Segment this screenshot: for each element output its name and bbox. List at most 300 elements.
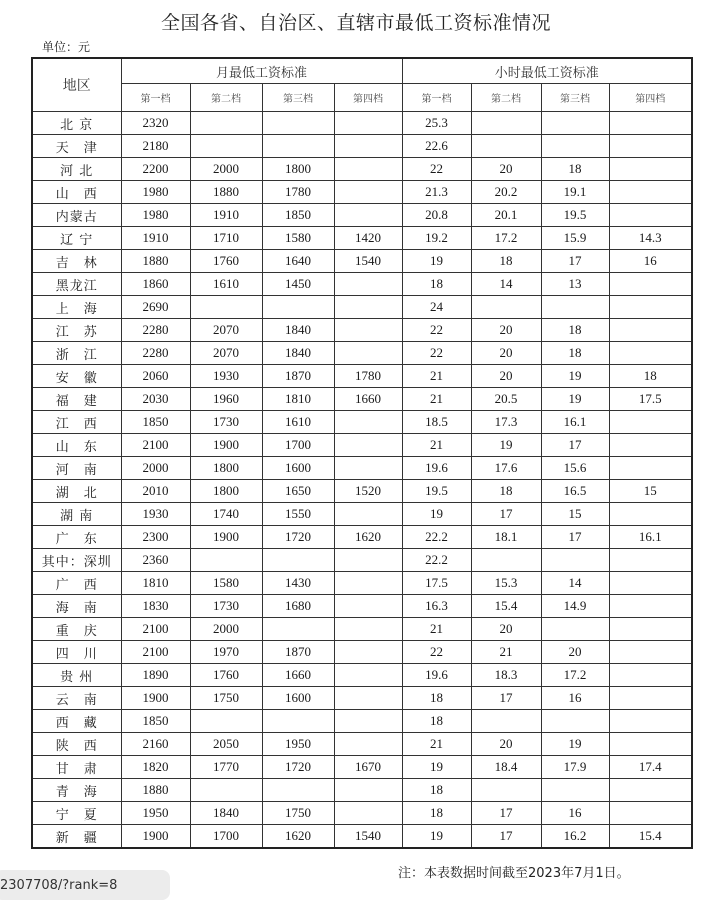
monthly-tier-3-cell: 1810 (262, 388, 334, 411)
monthly-tier-3-cell: 1650 (262, 480, 334, 503)
monthly-tier-1-cell: 1810 (121, 572, 190, 595)
hourly-tier-2-cell: 15.3 (471, 572, 541, 595)
table-row (32, 664, 692, 687)
hourly-tier-1-cell: 22.2 (402, 549, 471, 572)
hourly-tier-1-cell: 18 (402, 710, 471, 733)
monthly-tier-1-cell: 1850 (121, 710, 190, 733)
hourly-tier-4-cell (609, 595, 692, 618)
monthly-tier-1-cell: 1930 (121, 503, 190, 526)
hourly-tier-2-cell: 19 (471, 434, 541, 457)
region-cell: 北 京 (32, 112, 121, 135)
hourly-tier-2-cell: 15.4 (471, 595, 541, 618)
hourly-tier-1-cell: 19 (402, 825, 471, 849)
monthly-tier-4-cell (334, 503, 402, 526)
hourly-tier-3-cell: 14.9 (541, 595, 609, 618)
monthly-tier-3-cell (262, 296, 334, 319)
table-row (32, 825, 692, 849)
monthly-tier-2-cell (190, 135, 262, 158)
table-row (32, 687, 692, 710)
hourly-tier-2-cell: 20.2 (471, 181, 541, 204)
hourly-tier-4-cell (609, 158, 692, 181)
monthly-tier-3-cell: 1680 (262, 595, 334, 618)
hourly-tier-4-cell (609, 411, 692, 434)
hourly-tier-3-cell (541, 135, 609, 158)
hourly-tier-4-cell (609, 204, 692, 227)
hourly-tier-3-cell: 17 (541, 434, 609, 457)
hourly-tier-2-cell: 20 (471, 158, 541, 181)
hourly-tier-1-header: 第一档 (402, 84, 471, 112)
monthly-tier-1-cell: 1880 (121, 779, 190, 802)
monthly-tier-4-cell (334, 411, 402, 434)
monthly-tier-2-cell: 1970 (190, 641, 262, 664)
monthly-tier-4-cell: 1520 (334, 480, 402, 503)
monthly-tier-2-cell: 2050 (190, 733, 262, 756)
monthly-tier-1-cell: 2320 (121, 112, 190, 135)
hourly-tier-3-cell: 18 (541, 158, 609, 181)
hourly-tier-1-cell: 19.5 (402, 480, 471, 503)
hourly-tier-4-cell: 15.4 (609, 825, 692, 849)
hourly-tier-3-cell: 17 (541, 250, 609, 273)
hourly-tier-4-cell (609, 503, 692, 526)
monthly-tier-3-cell (262, 549, 334, 572)
region-cell: 福 建 (32, 388, 121, 411)
hourly-tier-4-cell (609, 618, 692, 641)
table-row (32, 388, 692, 411)
monthly-tier-2-header: 第二档 (190, 84, 262, 112)
hourly-tier-2-header: 第二档 (471, 84, 541, 112)
hourly-tier-1-cell: 19 (402, 503, 471, 526)
monthly-tier-2-cell: 1800 (190, 457, 262, 480)
region-cell: 广 东 (32, 526, 121, 549)
hourly-tier-1-cell: 19.2 (402, 227, 471, 250)
region-cell: 湖 北 (32, 480, 121, 503)
monthly-tier-3-cell: 1640 (262, 250, 334, 273)
monthly-tier-1-cell: 2280 (121, 342, 190, 365)
monthly-tier-4-header: 第四档 (334, 84, 402, 112)
hourly-tier-1-cell: 19.6 (402, 664, 471, 687)
hourly-tier-3-cell: 18 (541, 342, 609, 365)
region-cell: 青 海 (32, 779, 121, 802)
region-cell: 浙 江 (32, 342, 121, 365)
monthly-tier-1-cell: 2060 (121, 365, 190, 388)
monthly-tier-4-cell (334, 733, 402, 756)
monthly-tier-2-cell: 1750 (190, 687, 262, 710)
hourly-tier-3-cell: 19 (541, 388, 609, 411)
hourly-tier-2-cell: 18.3 (471, 664, 541, 687)
hourly-tier-1-cell: 21.3 (402, 181, 471, 204)
monthly-tier-4-cell: 1670 (334, 756, 402, 779)
table-row (32, 296, 692, 319)
monthly-tier-3-cell: 1780 (262, 181, 334, 204)
monthly-tier-2-cell: 1930 (190, 365, 262, 388)
hourly-tier-4-cell (609, 664, 692, 687)
monthly-tier-2-cell (190, 779, 262, 802)
monthly-tier-3-cell: 1610 (262, 411, 334, 434)
monthly-tier-4-cell (334, 664, 402, 687)
hourly-tier-2-cell: 18 (471, 250, 541, 273)
hourly-tier-1-cell: 24 (402, 296, 471, 319)
table-row (32, 112, 692, 135)
monthly-tier-4-cell (334, 549, 402, 572)
table-row (32, 411, 692, 434)
monthly-tier-1-cell: 2100 (121, 434, 190, 457)
table-row (32, 756, 692, 779)
monthly-tier-3-cell: 1450 (262, 273, 334, 296)
monthly-tier-2-cell: 1880 (190, 181, 262, 204)
region-cell: 吉 林 (32, 250, 121, 273)
region-cell: 内蒙古 (32, 204, 121, 227)
monthly-tier-2-cell: 1960 (190, 388, 262, 411)
hourly-tier-2-cell: 20.5 (471, 388, 541, 411)
hourly-tier-3-cell: 15.6 (541, 457, 609, 480)
hourly-tier-2-cell (471, 710, 541, 733)
monthly-tier-1-cell: 1890 (121, 664, 190, 687)
monthly-tier-4-cell (334, 319, 402, 342)
table-row (32, 595, 692, 618)
monthly-tier-4-cell (334, 296, 402, 319)
hourly-tier-4-cell: 16 (609, 250, 692, 273)
monthly-tier-1-cell: 2180 (121, 135, 190, 158)
monthly-tier-1-cell: 2000 (121, 457, 190, 480)
monthly-tier-3-cell (262, 112, 334, 135)
hourly-tier-1-cell: 19 (402, 250, 471, 273)
hourly-tier-3-cell: 17.2 (541, 664, 609, 687)
hourly-tier-1-cell: 21 (402, 618, 471, 641)
table-row (32, 480, 692, 503)
hourly-tier-2-cell: 20 (471, 733, 541, 756)
hourly-tier-4-cell (609, 572, 692, 595)
hourly-tier-1-cell: 21 (402, 733, 471, 756)
hourly-tier-3-cell (541, 112, 609, 135)
hourly-tier-1-cell: 17.5 (402, 572, 471, 595)
hourly-tier-4-header: 第四档 (609, 84, 692, 112)
monthly-tier-1-cell: 1850 (121, 411, 190, 434)
url-tooltip: 2307708/?rank=8 (0, 870, 170, 900)
monthly-tier-4-cell (334, 641, 402, 664)
region-cell: 陕 西 (32, 733, 121, 756)
hourly-tier-1-cell: 18 (402, 273, 471, 296)
hourly-tier-2-cell: 20.1 (471, 204, 541, 227)
monthly-tier-2-cell: 1910 (190, 204, 262, 227)
table-row (32, 526, 692, 549)
hourly-tier-3-cell: 19 (541, 733, 609, 756)
hourly-tier-4-cell (609, 434, 692, 457)
hourly-tier-1-cell: 18.5 (402, 411, 471, 434)
hourly-tier-2-cell: 17 (471, 802, 541, 825)
hourly-tier-4-cell (609, 457, 692, 480)
hourly-tier-3-cell: 16 (541, 802, 609, 825)
hourly-tier-3-cell: 15 (541, 503, 609, 526)
region-cell: 河 南 (32, 457, 121, 480)
table-row (32, 503, 692, 526)
monthly-tier-2-cell (190, 710, 262, 733)
monthly-tier-1-cell: 1910 (121, 227, 190, 250)
hourly-tier-4-cell (609, 181, 692, 204)
monthly-tier-2-cell: 1900 (190, 434, 262, 457)
hourly-tier-4-cell (609, 802, 692, 825)
monthly-tier-3-cell: 1600 (262, 457, 334, 480)
monthly-tier-3-cell (262, 779, 334, 802)
monthly-tier-3-cell (262, 135, 334, 158)
monthly-tier-3-cell: 1870 (262, 641, 334, 664)
region-cell: 宁 夏 (32, 802, 121, 825)
hourly-tier-4-cell (609, 296, 692, 319)
table-row (32, 158, 692, 181)
monthly-tier-1-cell: 1860 (121, 273, 190, 296)
unit-label: 单位：元 (42, 40, 91, 54)
hourly-tier-2-cell: 21 (471, 641, 541, 664)
hourly-tier-4-cell (609, 779, 692, 802)
hourly-tier-3-cell: 20 (541, 641, 609, 664)
monthly-tier-3-cell: 1750 (262, 802, 334, 825)
monthly-tier-2-cell: 1700 (190, 825, 262, 849)
region-cell: 安 徽 (32, 365, 121, 388)
hourly-tier-1-cell: 22 (402, 641, 471, 664)
monthly-tier-3-cell: 1550 (262, 503, 334, 526)
region-cell: 上 海 (32, 296, 121, 319)
monthly-tier-4-cell (334, 710, 402, 733)
monthly-tier-4-cell (334, 204, 402, 227)
hourly-tier-2-cell: 18.4 (471, 756, 541, 779)
monthly-tier-1-cell: 1950 (121, 802, 190, 825)
monthly-tier-2-cell: 1770 (190, 756, 262, 779)
monthly-tier-2-cell: 2070 (190, 319, 262, 342)
monthly-tier-1-cell: 1880 (121, 250, 190, 273)
hourly-tier-4-cell: 15 (609, 480, 692, 503)
monthly-tier-1-cell: 2690 (121, 296, 190, 319)
hourly-tier-2-cell: 17.3 (471, 411, 541, 434)
monthly-tier-1-cell: 2300 (121, 526, 190, 549)
hourly-tier-3-cell (541, 296, 609, 319)
table-row (32, 549, 692, 572)
region-cell: 江 西 (32, 411, 121, 434)
monthly-tier-3-cell: 1840 (262, 319, 334, 342)
monthly-tier-1-cell: 2360 (121, 549, 190, 572)
table-row (32, 342, 692, 365)
monthly-tier-1-cell: 2100 (121, 618, 190, 641)
hourly-tier-3-header: 第三档 (541, 84, 609, 112)
hourly-tier-3-cell: 15.9 (541, 227, 609, 250)
monthly-tier-4-cell: 1420 (334, 227, 402, 250)
hourly-tier-4-cell (609, 549, 692, 572)
monthly-tier-4-cell (334, 273, 402, 296)
hourly-tier-2-cell: 17.2 (471, 227, 541, 250)
hourly-tier-2-cell: 18 (471, 480, 541, 503)
monthly-tier-4-cell (334, 457, 402, 480)
monthly-tier-3-cell: 1720 (262, 756, 334, 779)
hourly-tier-4-cell (609, 641, 692, 664)
hourly-tier-2-cell: 17.6 (471, 457, 541, 480)
table-row (32, 365, 692, 388)
hourly-tier-3-cell: 19.5 (541, 204, 609, 227)
hourly-tier-2-cell (471, 112, 541, 135)
monthly-tier-4-cell (334, 572, 402, 595)
monthly-tier-2-cell: 2000 (190, 158, 262, 181)
hourly-tier-2-cell (471, 296, 541, 319)
monthly-tier-2-cell: 1580 (190, 572, 262, 595)
monthly-tier-2-cell: 1610 (190, 273, 262, 296)
monthly-tier-1-cell: 2160 (121, 733, 190, 756)
hourly-tier-3-cell (541, 618, 609, 641)
monthly-tier-2-cell: 1900 (190, 526, 262, 549)
monthly-tier-3-cell: 1840 (262, 342, 334, 365)
table-row (32, 181, 692, 204)
monthly-tier-4-cell (334, 158, 402, 181)
monthly-tier-2-cell (190, 549, 262, 572)
hourly-tier-2-cell: 18.1 (471, 526, 541, 549)
monthly-tier-2-cell: 1730 (190, 595, 262, 618)
region-cell: 河 北 (32, 158, 121, 181)
monthly-tier-4-cell (334, 135, 402, 158)
monthly-tier-2-cell: 1760 (190, 664, 262, 687)
region-cell: 贵 州 (32, 664, 121, 687)
hourly-tier-4-cell: 14.3 (609, 227, 692, 250)
monthly-tier-3-cell: 1950 (262, 733, 334, 756)
hourly-tier-1-cell: 22.6 (402, 135, 471, 158)
region-column-header: 地区 (32, 58, 121, 112)
region-cell: 云 南 (32, 687, 121, 710)
hourly-tier-2-cell: 20 (471, 342, 541, 365)
monthly-tier-2-cell (190, 112, 262, 135)
monthly-tier-2-cell: 1760 (190, 250, 262, 273)
hourly-tier-3-cell: 13 (541, 273, 609, 296)
monthly-tier-1-cell: 2200 (121, 158, 190, 181)
hourly-tier-1-cell: 16.3 (402, 595, 471, 618)
monthly-tier-4-cell: 1540 (334, 825, 402, 849)
hourly-tier-3-cell: 19 (541, 365, 609, 388)
hourly-tier-2-cell: 17 (471, 825, 541, 849)
hourly-tier-4-cell: 17.5 (609, 388, 692, 411)
monthly-tier-4-cell (334, 112, 402, 135)
hourly-tier-3-cell: 16 (541, 687, 609, 710)
monthly-tier-4-cell: 1660 (334, 388, 402, 411)
hourly-tier-3-cell: 17.9 (541, 756, 609, 779)
hourly-group-header: 小时最低工资标准 (402, 58, 692, 84)
hourly-tier-1-cell: 18 (402, 687, 471, 710)
table-row (32, 618, 692, 641)
hourly-tier-2-cell: 20 (471, 618, 541, 641)
hourly-tier-2-cell (471, 779, 541, 802)
monthly-tier-3-cell: 1430 (262, 572, 334, 595)
region-cell: 四 川 (32, 641, 121, 664)
table-row (32, 319, 692, 342)
region-cell: 西 藏 (32, 710, 121, 733)
hourly-tier-3-cell: 16.5 (541, 480, 609, 503)
region-cell: 江 苏 (32, 319, 121, 342)
hourly-tier-4-cell (609, 342, 692, 365)
monthly-tier-3-header: 第三档 (262, 84, 334, 112)
region-cell: 辽 宁 (32, 227, 121, 250)
monthly-tier-4-cell (334, 802, 402, 825)
hourly-tier-3-cell: 17 (541, 526, 609, 549)
hourly-tier-4-cell (609, 733, 692, 756)
table-row (32, 641, 692, 664)
monthly-tier-1-cell: 1900 (121, 687, 190, 710)
monthly-tier-4-cell (334, 434, 402, 457)
monthly-tier-3-cell: 1800 (262, 158, 334, 181)
monthly-tier-3-cell: 1660 (262, 664, 334, 687)
region-cell: 其中：深圳 (32, 549, 121, 572)
hourly-tier-2-cell: 14 (471, 273, 541, 296)
monthly-tier-3-cell: 1620 (262, 825, 334, 849)
monthly-tier-3-cell (262, 710, 334, 733)
region-cell: 黑龙江 (32, 273, 121, 296)
hourly-tier-4-cell (609, 710, 692, 733)
hourly-tier-4-cell (609, 112, 692, 135)
hourly-tier-1-cell: 22 (402, 319, 471, 342)
monthly-tier-4-cell: 1620 (334, 526, 402, 549)
hourly-tier-2-cell: 17 (471, 503, 541, 526)
monthly-tier-1-cell: 2010 (121, 480, 190, 503)
minimum-wage-table (31, 57, 693, 849)
monthly-tier-3-cell: 1580 (262, 227, 334, 250)
monthly-tier-1-cell: 2280 (121, 319, 190, 342)
monthly-tier-4-cell (334, 779, 402, 802)
table-row (32, 802, 692, 825)
monthly-tier-2-cell: 2070 (190, 342, 262, 365)
table-row (32, 135, 692, 158)
hourly-tier-1-cell: 22 (402, 342, 471, 365)
hourly-tier-4-cell (609, 273, 692, 296)
hourly-tier-4-cell (609, 687, 692, 710)
monthly-tier-1-cell: 1830 (121, 595, 190, 618)
monthly-tier-4-cell (334, 342, 402, 365)
hourly-tier-1-cell: 22.2 (402, 526, 471, 549)
region-cell: 海 南 (32, 595, 121, 618)
hourly-tier-2-cell (471, 549, 541, 572)
monthly-tier-1-cell: 2100 (121, 641, 190, 664)
hourly-tier-4-cell (609, 319, 692, 342)
hourly-tier-2-cell: 17 (471, 687, 541, 710)
monthly-tier-4-cell: 1540 (334, 250, 402, 273)
table-row (32, 204, 692, 227)
table-row (32, 733, 692, 756)
table-row (32, 572, 692, 595)
region-cell: 新 疆 (32, 825, 121, 849)
monthly-group-header: 月最低工资标准 (121, 58, 402, 84)
monthly-tier-4-cell (334, 595, 402, 618)
monthly-tier-3-cell: 1850 (262, 204, 334, 227)
hourly-tier-3-cell: 16.2 (541, 825, 609, 849)
hourly-tier-1-cell: 25.3 (402, 112, 471, 135)
hourly-tier-3-cell (541, 779, 609, 802)
region-cell: 山 西 (32, 181, 121, 204)
monthly-tier-4-cell (334, 181, 402, 204)
monthly-tier-2-cell (190, 296, 262, 319)
hourly-tier-3-cell (541, 710, 609, 733)
region-cell: 山 东 (32, 434, 121, 457)
monthly-tier-1-header: 第一档 (121, 84, 190, 112)
hourly-tier-1-cell: 19 (402, 756, 471, 779)
monthly-tier-2-cell: 2000 (190, 618, 262, 641)
hourly-tier-1-cell: 18 (402, 802, 471, 825)
hourly-tier-2-cell: 20 (471, 365, 541, 388)
table-row (32, 779, 692, 802)
table-row (32, 227, 692, 250)
hourly-tier-3-cell (541, 549, 609, 572)
monthly-tier-2-cell: 1710 (190, 227, 262, 250)
monthly-tier-2-cell: 1740 (190, 503, 262, 526)
monthly-tier-1-cell: 1820 (121, 756, 190, 779)
monthly-tier-1-cell: 2030 (121, 388, 190, 411)
hourly-tier-1-cell: 20.8 (402, 204, 471, 227)
hourly-tier-3-cell: 14 (541, 572, 609, 595)
monthly-tier-3-cell: 1720 (262, 526, 334, 549)
hourly-tier-2-cell (471, 135, 541, 158)
hourly-tier-3-cell: 18 (541, 319, 609, 342)
page-title: 全国各省、自治区、直辖市最低工资标准情况 (160, 12, 551, 34)
region-cell: 重 庆 (32, 618, 121, 641)
